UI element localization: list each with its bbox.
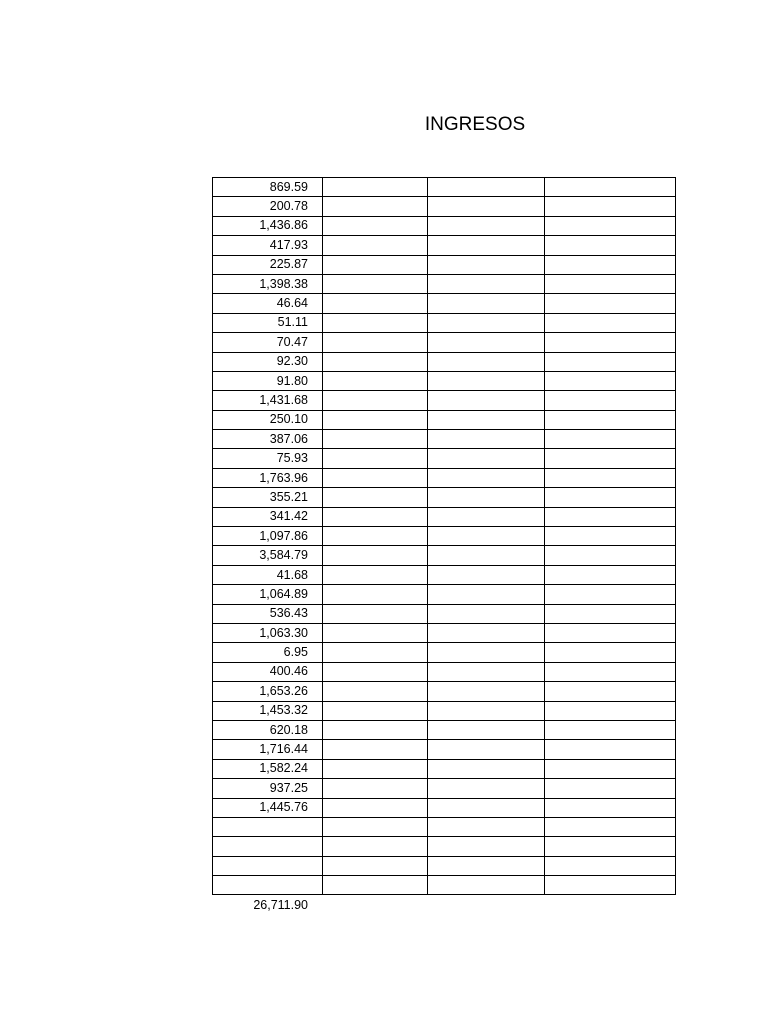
empty-cell <box>428 701 545 720</box>
empty-cell <box>545 507 676 526</box>
empty-cell <box>323 197 428 216</box>
table-row <box>213 740 676 759</box>
empty-cell <box>428 255 545 274</box>
empty-cell <box>545 216 676 235</box>
table-row <box>213 779 676 798</box>
amount-cell: 6.95 <box>213 643 323 662</box>
amount-cell: 1,063.30 <box>213 623 323 642</box>
empty-cell <box>428 585 545 604</box>
empty-cell <box>428 759 545 778</box>
empty-cell <box>323 468 428 487</box>
page-title: INGRESOS <box>424 114 526 135</box>
empty-cell <box>323 410 428 429</box>
empty-cell <box>323 759 428 778</box>
amount-cell: 200.78 <box>213 197 323 216</box>
empty-cell <box>428 623 545 642</box>
table-row <box>213 488 676 507</box>
empty-cell <box>545 236 676 255</box>
empty-cell <box>545 701 676 720</box>
table-row <box>213 468 676 487</box>
empty-cell <box>428 430 545 449</box>
empty-cell <box>545 371 676 390</box>
table-row <box>213 294 676 313</box>
income-table <box>212 177 676 895</box>
empty-cell <box>428 798 545 817</box>
amount-cell: 250.10 <box>213 410 323 429</box>
empty-cell <box>545 585 676 604</box>
empty-cell <box>323 527 428 546</box>
empty-cell <box>323 507 428 526</box>
table-row <box>213 643 676 662</box>
empty-cell <box>545 817 676 836</box>
empty-cell <box>323 274 428 293</box>
empty-cell <box>428 720 545 739</box>
table-row <box>213 178 676 197</box>
table-row <box>213 565 676 584</box>
empty-cell <box>323 682 428 701</box>
table-row <box>213 255 676 274</box>
amount-cell: 1,763.96 <box>213 468 323 487</box>
empty-cell <box>545 410 676 429</box>
table-row <box>213 701 676 720</box>
empty-cell <box>545 798 676 817</box>
empty-cell <box>545 333 676 352</box>
empty-cell <box>428 178 545 197</box>
amount-cell: 536.43 <box>213 604 323 623</box>
empty-cell <box>323 623 428 642</box>
empty-cell <box>545 759 676 778</box>
empty-cell <box>428 876 545 895</box>
empty-cell <box>323 604 428 623</box>
table-row <box>213 371 676 390</box>
empty-cell <box>428 682 545 701</box>
empty-cell <box>545 837 676 856</box>
empty-cell <box>323 371 428 390</box>
empty-cell <box>323 216 428 235</box>
table-row <box>213 837 676 856</box>
amount-cell: 91.80 <box>213 371 323 390</box>
empty-cell <box>323 178 428 197</box>
empty-cell <box>428 507 545 526</box>
amount-cell: 1,431.68 <box>213 391 323 410</box>
empty-cell <box>428 817 545 836</box>
empty-cell <box>428 410 545 429</box>
empty-cell <box>323 798 428 817</box>
amount-cell: 417.93 <box>213 236 323 255</box>
empty-cell <box>428 643 545 662</box>
amount-cell: 1,653.26 <box>213 682 323 701</box>
table-row <box>213 759 676 778</box>
empty-cell <box>545 565 676 584</box>
empty-cell <box>428 779 545 798</box>
empty-cell <box>545 352 676 371</box>
empty-cell <box>428 546 545 565</box>
empty-cell <box>545 876 676 895</box>
empty-cell <box>323 255 428 274</box>
empty-cell <box>323 817 428 836</box>
empty-cell <box>323 779 428 798</box>
empty-cell <box>428 236 545 255</box>
empty-cell <box>428 488 545 507</box>
empty-cell <box>323 333 428 352</box>
table-row <box>213 817 676 836</box>
table-row <box>213 604 676 623</box>
empty-cell <box>545 274 676 293</box>
empty-cell <box>323 701 428 720</box>
amount-cell: 1,097.86 <box>213 527 323 546</box>
table-row <box>213 682 676 701</box>
table-row <box>213 236 676 255</box>
table-row <box>213 546 676 565</box>
empty-cell <box>545 604 676 623</box>
amount-cell: 1,716.44 <box>213 740 323 759</box>
empty-cell <box>323 449 428 468</box>
table-row <box>213 313 676 332</box>
amount-cell: 387.06 <box>213 430 323 449</box>
table-row <box>213 507 676 526</box>
empty-cell <box>323 313 428 332</box>
empty-cell <box>428 274 545 293</box>
empty-cell <box>428 391 545 410</box>
empty-cell <box>428 352 545 371</box>
empty-cell <box>323 236 428 255</box>
empty-cell <box>428 837 545 856</box>
table-row <box>213 798 676 817</box>
empty-cell <box>323 488 428 507</box>
empty-cell <box>323 740 428 759</box>
amount-cell: 46.64 <box>213 294 323 313</box>
table-row <box>213 623 676 642</box>
table-row <box>213 391 676 410</box>
empty-cell <box>428 527 545 546</box>
amount-cell: 937.25 <box>213 779 323 798</box>
amount-cell: 341.42 <box>213 507 323 526</box>
amount-cell: 70.47 <box>213 333 323 352</box>
table-row <box>213 720 676 739</box>
amount-cell: 75.93 <box>213 449 323 468</box>
empty-cell <box>428 604 545 623</box>
amount-cell: 41.68 <box>213 565 323 584</box>
empty-cell <box>428 371 545 390</box>
table-row <box>213 274 676 293</box>
table-row <box>213 662 676 681</box>
empty-cell <box>323 352 428 371</box>
table-row <box>213 410 676 429</box>
empty-cell <box>545 623 676 642</box>
empty-cell <box>428 313 545 332</box>
empty-cell <box>545 391 676 410</box>
empty-cell <box>545 430 676 449</box>
empty-cell <box>428 216 545 235</box>
empty-cell <box>545 682 676 701</box>
empty-cell <box>323 391 428 410</box>
empty-cell <box>323 876 428 895</box>
empty-cell <box>428 740 545 759</box>
empty-cell <box>323 837 428 856</box>
empty-cell <box>323 565 428 584</box>
empty-cell <box>545 449 676 468</box>
amount-cell <box>213 817 323 836</box>
empty-cell <box>545 662 676 681</box>
empty-cell <box>428 856 545 875</box>
empty-cell <box>428 197 545 216</box>
amount-cell <box>213 856 323 875</box>
empty-cell <box>545 720 676 739</box>
empty-cell <box>323 430 428 449</box>
amount-cell <box>213 837 323 856</box>
table-row <box>213 585 676 604</box>
empty-cell <box>323 294 428 313</box>
empty-cell <box>428 662 545 681</box>
empty-cell <box>323 643 428 662</box>
empty-cell <box>545 546 676 565</box>
amount-cell: 400.46 <box>213 662 323 681</box>
empty-cell <box>323 585 428 604</box>
empty-cell <box>545 856 676 875</box>
empty-cell <box>545 178 676 197</box>
empty-cell <box>323 856 428 875</box>
amount-cell: 92.30 <box>213 352 323 371</box>
empty-cell <box>428 294 545 313</box>
empty-cell <box>428 565 545 584</box>
empty-cell <box>545 294 676 313</box>
table-row <box>213 216 676 235</box>
empty-cell <box>323 662 428 681</box>
table-row <box>213 856 676 875</box>
table-row <box>213 527 676 546</box>
empty-cell <box>428 333 545 352</box>
amount-cell: 1,398.38 <box>213 274 323 293</box>
empty-cell <box>545 779 676 798</box>
empty-cell <box>545 488 676 507</box>
amount-cell: 620.18 <box>213 720 323 739</box>
empty-cell <box>428 449 545 468</box>
amount-cell: 3,584.79 <box>213 546 323 565</box>
empty-cell <box>545 527 676 546</box>
amount-cell: 1,436.86 <box>213 216 323 235</box>
table-row <box>213 876 676 895</box>
amount-cell: 1,582.24 <box>213 759 323 778</box>
table-row <box>213 333 676 352</box>
empty-cell <box>545 643 676 662</box>
empty-cell <box>428 468 545 487</box>
total-value: 26,711.90 <box>253 898 308 912</box>
empty-cell <box>545 197 676 216</box>
amount-cell: 1,064.89 <box>213 585 323 604</box>
table-row <box>213 352 676 371</box>
empty-cell <box>545 740 676 759</box>
empty-cell <box>545 313 676 332</box>
table-row <box>213 449 676 468</box>
empty-cell <box>323 546 428 565</box>
amount-cell: 355.21 <box>213 488 323 507</box>
amount-cell: 51.11 <box>213 313 323 332</box>
table-row <box>213 430 676 449</box>
table-row <box>213 197 676 216</box>
amount-cell: 1,453.32 <box>213 701 323 720</box>
empty-cell <box>323 720 428 739</box>
empty-cell <box>545 468 676 487</box>
amount-cell <box>213 876 323 895</box>
amount-cell: 869.59 <box>213 178 323 197</box>
amount-cell: 1,445.76 <box>213 798 323 817</box>
amount-cell: 225.87 <box>213 255 323 274</box>
empty-cell <box>545 255 676 274</box>
